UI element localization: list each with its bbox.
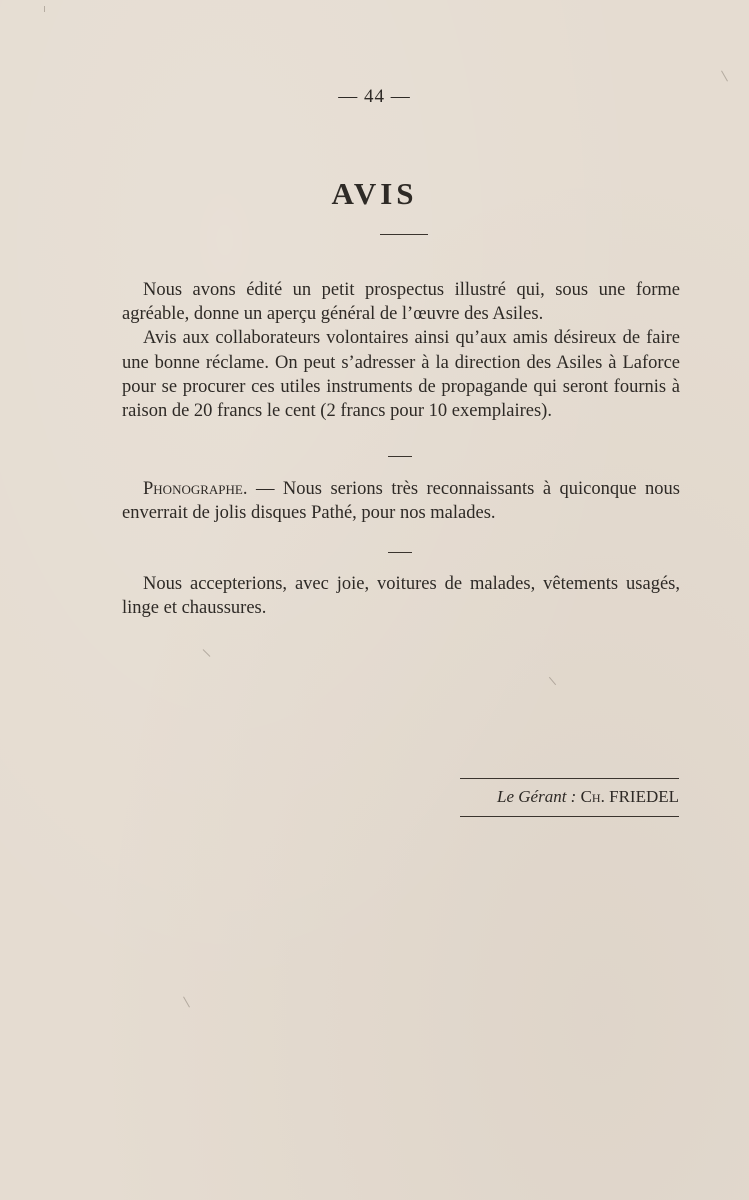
paper-fleck xyxy=(44,6,45,12)
paragraph-text: Avis aux collaborateurs volontaires ainsi qu’aux amis désireux de faire une bonne réclame. On peut s’adresser à la direction des Asiles à Laforce pour se procurer ces utiles instruments de propagande qui seront fournis à raison de 20 francs le cent (2 francs pour 10 exemplaires). xyxy=(122,328,680,422)
signature-rule xyxy=(460,816,679,817)
paragraph-donations xyxy=(122,572,680,620)
paragraph-body: — Nous serions très reconnaissants à quiconque nous enverrait de jolis disques Pathé, pour nos malades. xyxy=(122,479,680,524)
title-rule xyxy=(380,234,428,235)
paragraph-prospectus xyxy=(122,278,680,423)
paper-fleck xyxy=(183,997,190,1008)
signature-line xyxy=(460,779,679,816)
paragraph-text xyxy=(122,477,680,525)
paragraph-text: Nous avons édité un petit prospectus illustré qui, sous une forme agréable, donne un aperçu général de l’œuvre des Asiles. xyxy=(122,280,680,325)
paper-fleck xyxy=(721,71,728,82)
page-number: — 44 — xyxy=(338,86,411,107)
signature-name-prefix: Ch. xyxy=(580,787,605,806)
paragraph-text: Nous accepterions, avec joie, voitures de malades, vêtements usagés, linge et chaussures. xyxy=(122,574,680,619)
section-divider xyxy=(388,456,412,457)
section-divider xyxy=(388,552,412,553)
paper-fleck xyxy=(203,649,211,657)
paragraph-label: Phonographe. xyxy=(143,479,248,499)
signature-name: FRIEDEL xyxy=(609,787,679,806)
page-title: AVIS xyxy=(331,176,418,211)
paragraph-phonographe xyxy=(122,477,680,525)
paper-fleck xyxy=(549,677,556,685)
signature-block xyxy=(460,778,679,817)
signature-role: Le Gérant : xyxy=(497,787,577,806)
